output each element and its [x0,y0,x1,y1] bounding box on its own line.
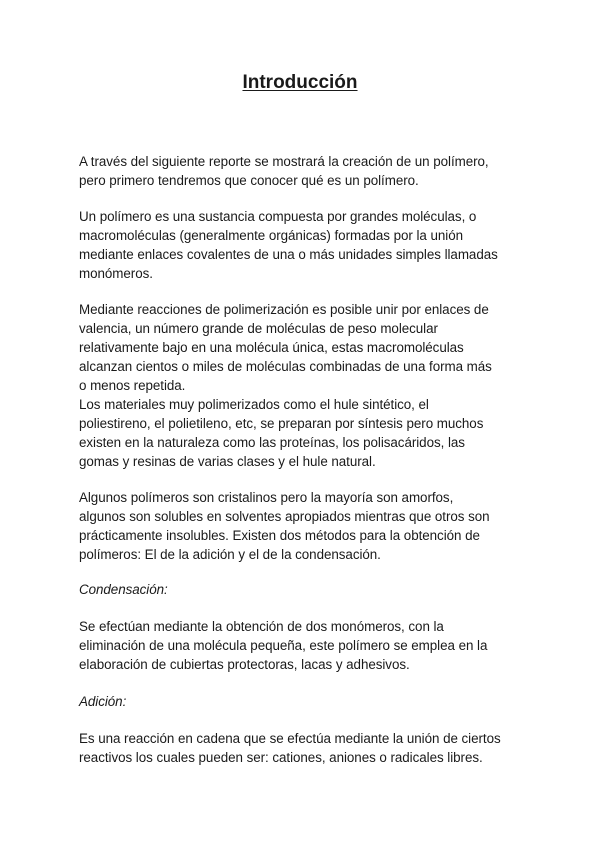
heading-condensation [79,580,527,599]
text-line: Un polímero es una sustancia compuesta por grandes moléculas, o [79,209,477,224]
text-line: Se efectúan mediante la obtención de dos monómeros, con la [79,619,444,634]
paragraph-intro [79,152,527,190]
text-line: relativamente bajo en una molécula única, estas macromoléculas [79,340,464,355]
paragraph-definition [79,207,527,283]
text-line: polímeros: El de la adición y el de la condensación. [79,547,381,562]
paragraph-addition [79,729,527,767]
text-line: prácticamente insolubles. Existen dos métodos para la obtención de [79,528,480,543]
text-line: pero primero tendremos que conocer qué es un polímero. [79,173,419,188]
text-line: Es una reacción en cadena que se efectúa mediante la unión de ciertos [79,731,501,746]
text-line: existen en la naturaleza como las proteínas, los polisacáridos, las [79,435,465,450]
text-line: elaboración de cubiertas protectoras, lacas y adhesivos. [79,657,410,672]
text-line: Mediante reacciones de polimerización es posible unir por enlaces de [79,302,489,317]
text-line: eliminación de una molécula pequeña, este polímero se emplea en la [79,638,488,653]
text-line: valencia, un número grande de moléculas de peso molecular [79,321,438,336]
paragraph-crystalline [79,488,527,564]
text-line: algunos son solubles en solventes apropiados mientras que otros son [79,509,490,524]
text-line: Los materiales muy polimerizados como el hule sintético, el [79,397,429,412]
paragraph-condensation [79,617,527,674]
text-line: A través del siguiente reporte se mostrará la creación de un polímero, [79,154,489,169]
paragraph-polymerization [79,300,527,471]
page-title: Introducción [242,72,358,93]
text-line: monómeros. [79,266,153,281]
text-line: poliestireno, el polietileno, etc, se preparan por síntesis pero muchos [79,416,484,431]
heading-addition [79,692,527,711]
text-line: reactivos los cuales pueden ser: cationes, aniones o radicales libres. [79,750,483,765]
text-line: gomas y resinas de varias clases y el hule natural. [79,454,376,469]
section-heading: Adición: [79,694,127,709]
section-heading: Condensación: [79,582,168,597]
text-line: alcanzan cientos o miles de moléculas combinadas de una forma más [79,359,492,374]
text-line: macromoléculas (generalmente orgánicas) formadas por la unión [79,228,463,243]
text-line: o menos repetida. [79,378,186,393]
text-line: mediante enlaces covalentes de una o más unidades simples llamadas [79,247,498,262]
text-line: Algunos polímeros son cristalinos pero la mayoría son amorfos, [79,490,454,505]
